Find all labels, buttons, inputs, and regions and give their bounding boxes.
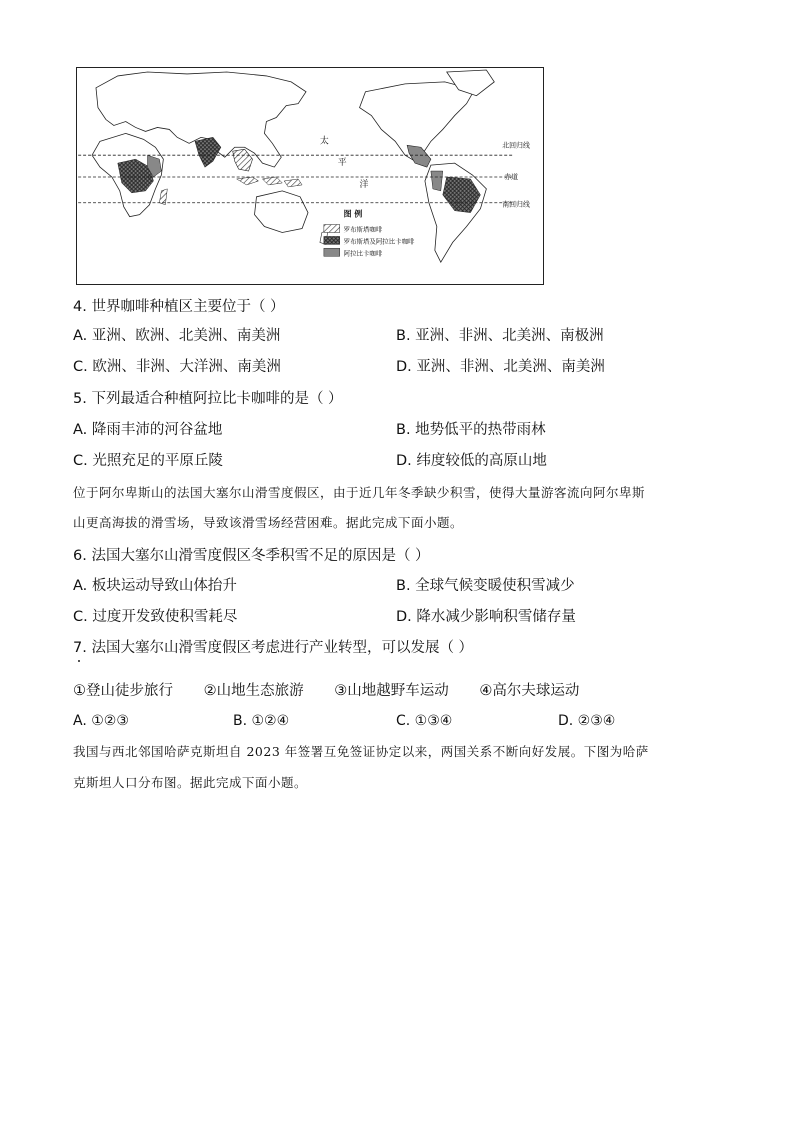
world-coffee-map [76,67,544,285]
legend-label-arabica: 阿拉比卡咖啡 [343,249,383,258]
andes-arabica-region [431,171,443,191]
ocean-label-3: 洋 [359,179,369,190]
ocean-label-2: 平 [337,158,347,169]
map-legend [324,209,415,258]
q4-option-a[interactable]: A. 亚洲、欧洲、北美洲、南美洲 [73,328,281,344]
q6-option-a[interactable]: A. 板块运动导致山体抬升 [73,578,237,594]
tropic-south-label: 南回归线 [502,200,530,209]
legend-title: 图 例 [343,209,363,219]
q7-option-c[interactable]: C. ①③④ [396,713,453,729]
central-america-region [407,145,431,167]
q7-option-d[interactable]: D. ②③④ [558,713,616,729]
q6-option-c[interactable]: C. 过度开发致使积雪耗尽 [73,609,238,625]
q5-option-d[interactable]: D. 纬度较低的高原山地 [396,453,547,469]
map-svg [77,68,543,284]
q5-option-a[interactable]: A. 降雨丰沛的河谷盆地 [73,422,223,438]
australia-shape [255,191,309,233]
q6-option-b[interactable]: B. 全球气候变暖使积雪减少 [396,578,575,594]
stray-dot [78,660,80,662]
q5-option-c[interactable]: C. 光照充足的平原丘陵 [73,453,223,469]
q5-stem: 5. 下列最适合种植阿拉比卡咖啡的是（ ） [73,391,343,407]
legend-swatch-both [324,236,340,244]
indonesia-islands [237,177,302,187]
q4-option-c[interactable]: C. 欧洲、非洲、大洋洲、南美洲 [73,359,281,375]
q7-item-2: ②山地生态旅游 [203,683,304,699]
legend-swatch-arabica [324,248,340,256]
q6-option-d[interactable]: D. 降水减少影响积雪储存量 [396,609,576,625]
equator-label: 赤道 [504,172,519,181]
q5-option-b[interactable]: B. 地势低平的热带雨林 [396,422,546,438]
q4-option-b[interactable]: B. 亚洲、非洲、北美洲、南极洲 [396,328,604,344]
q7-option-b[interactable]: B. ①②④ [233,713,290,729]
passage1-line2: 山更高海拔的滑雪场，导致该滑雪场经营困难。据此完成下面小题。 [73,515,464,530]
q7-item-4: ④高尔夫球运动 [479,683,580,699]
tropic-north-label: 北回归线 [502,141,530,150]
passage2-line1: 我国与西北邻国哈萨克斯坦自 2023 年签署互免签证协定以来，两国关系不断向好发展。下图为哈萨 [73,744,649,759]
q7-stem: 7. 法国大塞尔山滑雪度假区考虑进行产业转型，可以发展（ ） [73,640,474,656]
q4-stem: 4. 世界咖啡种植区主要位于（ ） [73,299,285,315]
legend-label-both: 罗布斯塔及阿拉比卡咖啡 [343,237,415,246]
q7-item-3: ③山地越野车运动 [334,683,449,699]
q7-option-a[interactable]: A. ①②③ [73,713,129,729]
legend-swatch-robusta [324,225,340,233]
ocean-label-1: 太 [319,136,329,147]
q6-stem: 6. 法国大塞尔山滑雪度假区冬季积雪不足的原因是（ ） [73,548,430,564]
q7-item-1: ①登山徒步旅行 [73,683,173,699]
legend-label-robusta: 罗布斯塔咖啡 [343,225,383,234]
q7-items [73,681,605,701]
passage1-line1: 位于阿尔卑斯山的法国大塞尔山滑雪度假区，由于近几年冬季缺少积雪，使得大量游客流向阿尔卑斯 [73,485,646,500]
southeast-asia-region [233,149,253,171]
passage2-line2: 克斯坦人口分布图。据此完成下面小题。 [73,775,308,790]
q4-option-d[interactable]: D. 亚洲、非洲、北美洲、南美洲 [396,359,605,375]
